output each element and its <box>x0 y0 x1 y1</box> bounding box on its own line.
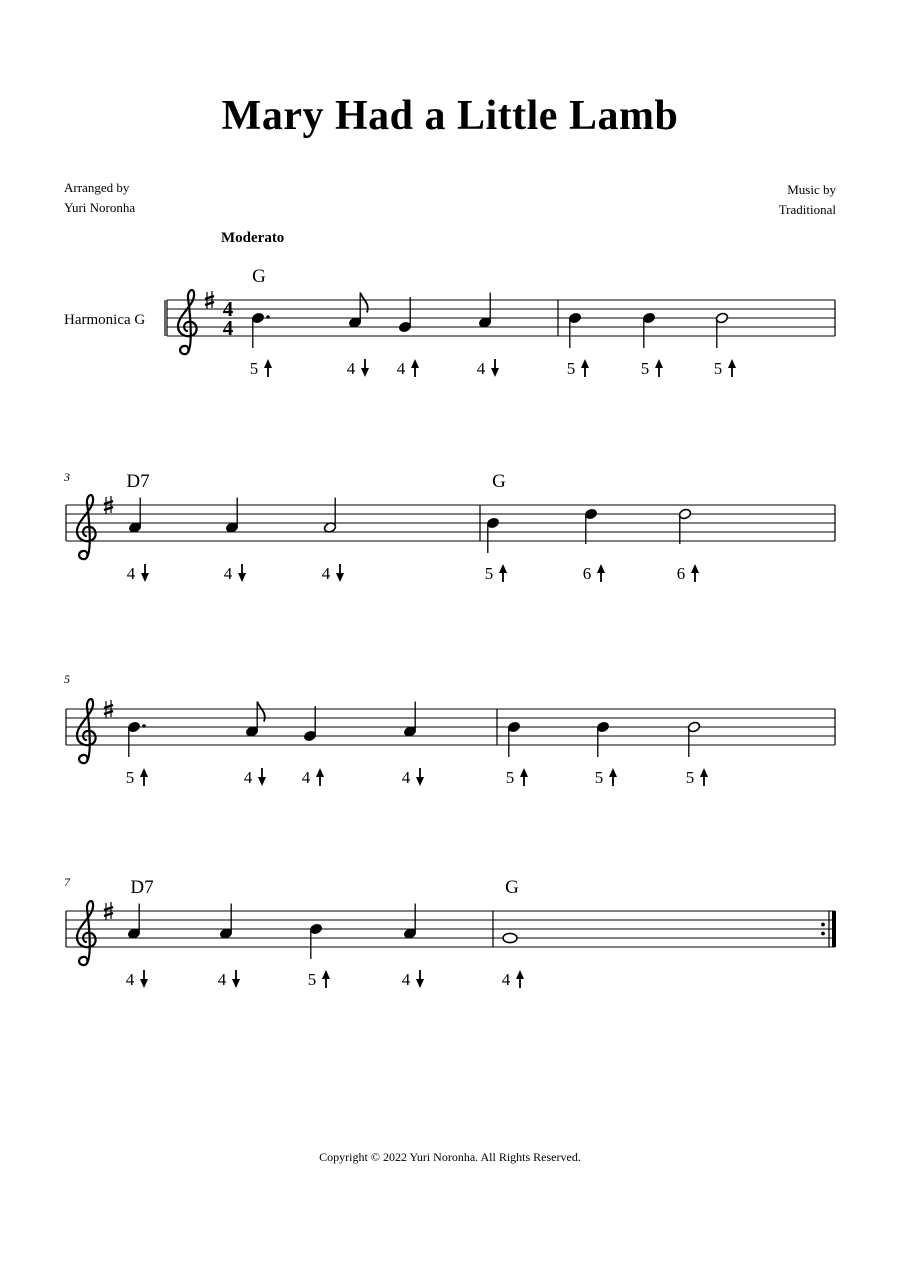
draw-arrow-down-icon <box>258 768 266 786</box>
final-barline <box>832 911 836 947</box>
chord-symbol: G <box>492 471 506 492</box>
harmonica-tab-number: 5 <box>484 564 494 583</box>
note <box>715 312 729 348</box>
note <box>478 293 492 329</box>
note <box>127 904 141 940</box>
staff-system <box>63 470 835 583</box>
repeat-dot <box>821 932 825 936</box>
harmonica-tab-number: 5 <box>685 768 695 787</box>
harmonica-tab-number: 4 <box>401 768 411 787</box>
composer-label: Music by <box>787 182 836 197</box>
measure-number: 3 <box>64 470 70 484</box>
blow-arrow-up-icon <box>581 359 589 377</box>
harmonica-tab-number: 4 <box>243 768 253 787</box>
note <box>323 498 337 534</box>
harmonica-tab-number: 6 <box>582 564 592 583</box>
notehead <box>503 933 517 942</box>
dot <box>266 315 270 319</box>
note <box>568 312 582 348</box>
staff-system <box>64 672 835 787</box>
tempo-marking: Moderato <box>221 230 285 246</box>
note <box>245 702 264 738</box>
blow-arrow-up-icon <box>597 564 605 582</box>
harmonica-tab-number: 5 <box>125 768 135 787</box>
harmonica-tab-number: 5 <box>249 359 259 378</box>
note <box>596 721 610 757</box>
harmonica-tab-number: 4 <box>476 359 486 378</box>
note <box>303 706 317 742</box>
composer-name: Traditional <box>778 202 836 217</box>
blow-arrow-up-icon <box>316 768 324 786</box>
blow-arrow-up-icon <box>728 359 736 377</box>
note <box>127 721 146 757</box>
note <box>507 721 521 757</box>
staff-system <box>165 266 835 378</box>
instrument-name: Harmonica G <box>64 312 146 328</box>
harmonica-tab-number: 5 <box>594 768 604 787</box>
note <box>403 904 417 940</box>
score-title: Mary Had a Little Lamb <box>221 93 679 139</box>
draw-arrow-down-icon <box>238 564 246 582</box>
note <box>687 721 701 757</box>
harmonica-tab-number: 4 <box>126 564 136 583</box>
measure-number: 7 <box>64 875 70 889</box>
chord-symbol: D7 <box>130 877 154 898</box>
harmonica-tab-number: 6 <box>676 564 686 583</box>
draw-arrow-down-icon <box>491 359 499 377</box>
blow-arrow-up-icon <box>691 564 699 582</box>
blow-arrow-up-icon <box>140 768 148 786</box>
harmonica-tab-number: 4 <box>396 359 406 378</box>
blow-arrow-up-icon <box>516 970 524 988</box>
harmonica-tab-number: 4 <box>223 564 233 583</box>
repeat-dot <box>821 923 825 927</box>
note <box>219 904 233 940</box>
harmonica-tab-number: 4 <box>501 970 511 989</box>
arranger-name: Yuri Noronha <box>64 200 136 215</box>
chord-symbol: G <box>505 877 519 898</box>
harmonica-tab-number: 5 <box>307 970 317 989</box>
note <box>403 702 417 738</box>
note <box>309 923 323 959</box>
time-signature <box>223 297 234 340</box>
note <box>348 293 367 329</box>
copyright-notice: Copyright © 2022 Yuri Noronha. All Rights Reserved. <box>319 1150 581 1164</box>
note <box>128 498 142 534</box>
chord-symbol: G <box>252 266 266 287</box>
harmonica-tab-number: 4 <box>301 768 311 787</box>
note <box>486 517 500 553</box>
harmonica-tab-number: 4 <box>321 564 331 583</box>
note <box>225 498 239 534</box>
blow-arrow-up-icon <box>655 359 663 377</box>
blow-arrow-up-icon <box>264 359 272 377</box>
harmonica-tab-number: 4 <box>401 970 411 989</box>
draw-arrow-down-icon <box>141 564 149 582</box>
time-signature-numerator: 4 <box>222 297 234 321</box>
note <box>398 297 412 333</box>
draw-arrow-down-icon <box>140 970 148 988</box>
draw-arrow-down-icon <box>232 970 240 988</box>
harmonica-tab-number: 5 <box>505 768 515 787</box>
chord-symbol: D7 <box>126 471 150 492</box>
blow-arrow-up-icon <box>322 970 330 988</box>
blow-arrow-up-icon <box>609 768 617 786</box>
blow-arrow-up-icon <box>520 768 528 786</box>
note <box>251 312 270 348</box>
staff-system <box>64 875 836 989</box>
dot <box>142 724 146 728</box>
blow-arrow-up-icon <box>499 564 507 582</box>
harmonica-tab-number: 4 <box>217 970 227 989</box>
harmonica-tab-number: 5 <box>566 359 576 378</box>
blow-arrow-up-icon <box>700 768 708 786</box>
time-signature-denominator: 4 <box>222 316 234 340</box>
draw-arrow-down-icon <box>336 564 344 582</box>
draw-arrow-down-icon <box>361 359 369 377</box>
harmonica-tab-number: 4 <box>346 359 356 378</box>
harmonica-tab-number: 4 <box>125 970 135 989</box>
arranger-label: Arranged by <box>64 180 130 195</box>
harmonica-tab-number: 5 <box>713 359 723 378</box>
measure-number: 5 <box>64 672 70 686</box>
blow-arrow-up-icon <box>411 359 419 377</box>
harmonica-tab-number: 5 <box>640 359 650 378</box>
draw-arrow-down-icon <box>416 970 424 988</box>
note <box>584 508 598 544</box>
note <box>642 312 656 348</box>
note <box>678 508 692 544</box>
draw-arrow-down-icon <box>416 768 424 786</box>
note <box>503 933 517 942</box>
